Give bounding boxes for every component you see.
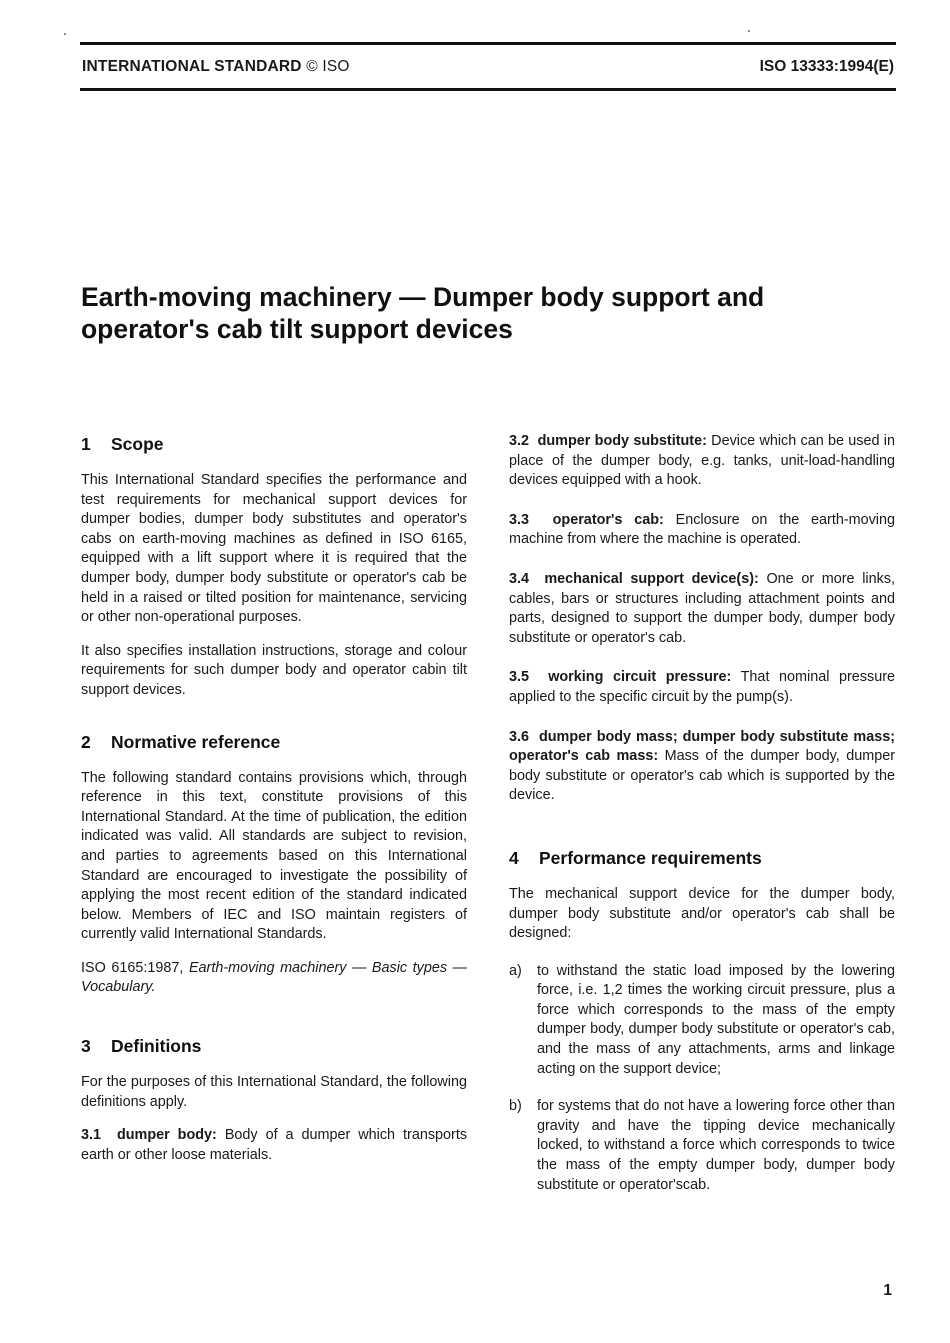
definition-number: 3.3 xyxy=(509,511,530,528)
definition-number: 3.1 xyxy=(81,1127,102,1144)
definition-number: 3.6 xyxy=(509,728,530,745)
definition-entry xyxy=(81,1126,467,1165)
running-header-right: ISO 13333:1994(E) xyxy=(759,58,894,75)
section-number: 4 xyxy=(509,847,519,868)
scope-paragraph-2: It also specifies installation instructions, storage and colour requirements for such dumper body and operator cabin tilt support devices. xyxy=(81,642,467,698)
header-standard-label: INTERNATIONAL STANDARD xyxy=(82,58,302,75)
requirement-item xyxy=(509,1097,895,1195)
normative-reference-entry xyxy=(81,959,467,998)
definitions-intro: For the purposes of this International Standard, the following definitions apply. xyxy=(81,1074,467,1110)
definition-text: Enclosure on the earth-moving machine from where the machine is operated. xyxy=(509,511,896,548)
definition-term: operator's cab: xyxy=(552,511,664,528)
definition-term: mechanical support device(s): xyxy=(544,570,759,587)
definition-text: Mass of the dumper body, dumper body substitute or operator's cab which is supported by the device. xyxy=(509,748,896,804)
section-heading-definitions xyxy=(81,1034,467,1058)
section-heading-performance xyxy=(509,846,895,870)
scan-speck xyxy=(748,30,750,32)
requirement-text: to withstand the static load imposed by the lowering force, i.e. 1,2 times the working circuit pressure, plus a force which corresponds to the mass of the empty dumper body, dumper body substitute or operator's cab, and the mass of any attachments, arms and linkage acting on the support device; xyxy=(537,962,895,1077)
definition-term: working circuit pressure: xyxy=(548,669,732,686)
scan-speck xyxy=(64,33,66,35)
definition-text: Body of a dumper which transports earth or other loose materials. xyxy=(81,1127,468,1163)
section-title: Scope xyxy=(111,434,164,454)
definition-entry xyxy=(509,728,895,806)
section-title: Definitions xyxy=(111,1036,202,1057)
section-number: 1 xyxy=(81,434,91,454)
definition-number: 3.5 xyxy=(509,669,530,686)
performance-intro: The mechanical support device for the dumper body, dumper body substitute and/or operator's cab shall be designed: xyxy=(509,885,895,942)
definition-entry xyxy=(509,668,895,707)
definition-term: dumper body mass; dumper body substitute mass; operator's cab mass: xyxy=(509,728,895,765)
page-number: 1 xyxy=(883,1282,892,1299)
requirement-marker: b) xyxy=(509,1098,522,1115)
title-line-2: operator's cab tilt support devices xyxy=(81,314,513,344)
document-title xyxy=(81,281,881,345)
section-number: 3 xyxy=(81,1036,91,1057)
definition-entry xyxy=(509,511,895,550)
definition-term: dumper body: xyxy=(116,1127,217,1144)
right-column xyxy=(509,432,895,1195)
section-heading-scope xyxy=(81,432,467,456)
reference-title: Earth-moving machinery — Basic types — Vocabulary. xyxy=(81,959,468,996)
definition-text: Device which can be used in place of the dumper body, e.g. tanks, unit-load-handling devices equipped with a hook. xyxy=(509,433,896,489)
header-copyright: © ISO xyxy=(306,58,350,75)
definition-number: 3.2 xyxy=(509,433,530,449)
requirement-marker: a) xyxy=(509,962,522,979)
section-title: Performance requirements xyxy=(539,847,762,868)
definition-entry xyxy=(509,432,895,491)
definition-text: One or more links, cables, bars or structures including attachment points and parts, designed to support the dumper body, dumper body substitute or operator's cab. xyxy=(509,570,896,646)
definition-text: That nominal pressure applied to the specific circuit by the pump(s). xyxy=(509,669,895,705)
title-line-1: Earth-moving machinery — Dumper body support and xyxy=(81,282,765,312)
reference-code: ISO 6165:1987, xyxy=(81,959,184,976)
section-number: 2 xyxy=(81,731,91,752)
definition-entry xyxy=(509,570,895,648)
left-column xyxy=(81,432,467,1165)
running-header-left xyxy=(82,58,350,76)
requirement-text: for systems that do not have a lowering force other than gravity and have the tipping device mechanically locked, to withstand a force which corresponds to twice the mass of the empty dumper body, dumper body substitute or operator'scab. xyxy=(537,1098,895,1193)
definition-number: 3.4 xyxy=(509,570,530,587)
scope-paragraph-1: This International Standard specifies the performance and test requirements for mechanical support devices for dumper bodies, dumper body substitutes and operator's cabs on earth-moving machines as defined in ISO 6165, equipped with a lift support where it is required that the dumper body, dumper body substitute or operator's cab be held in a raised or tilted position for maintenance, servicing or other non-operational purposes. xyxy=(81,472,467,626)
section-title: Normative reference xyxy=(111,731,281,752)
header-rule-top xyxy=(80,42,896,45)
header-rule-bottom xyxy=(80,88,896,91)
normative-paragraph: The following standard contains provisions which, through reference in this text, constitute provisions of this International Standard. At the time of publication, the edition indicated was valid. All standards are subject to revision, and parties to agreements based on this International Standard are encouraged to investigate the possibility of applying the most recent edition of the standard indicated below. Members of IEC and ISO maintain registers of currently valid International Standards. xyxy=(81,769,467,943)
definition-term: dumper body substitute: xyxy=(537,433,707,449)
requirement-item xyxy=(509,962,895,1080)
section-heading-normative xyxy=(81,730,467,754)
